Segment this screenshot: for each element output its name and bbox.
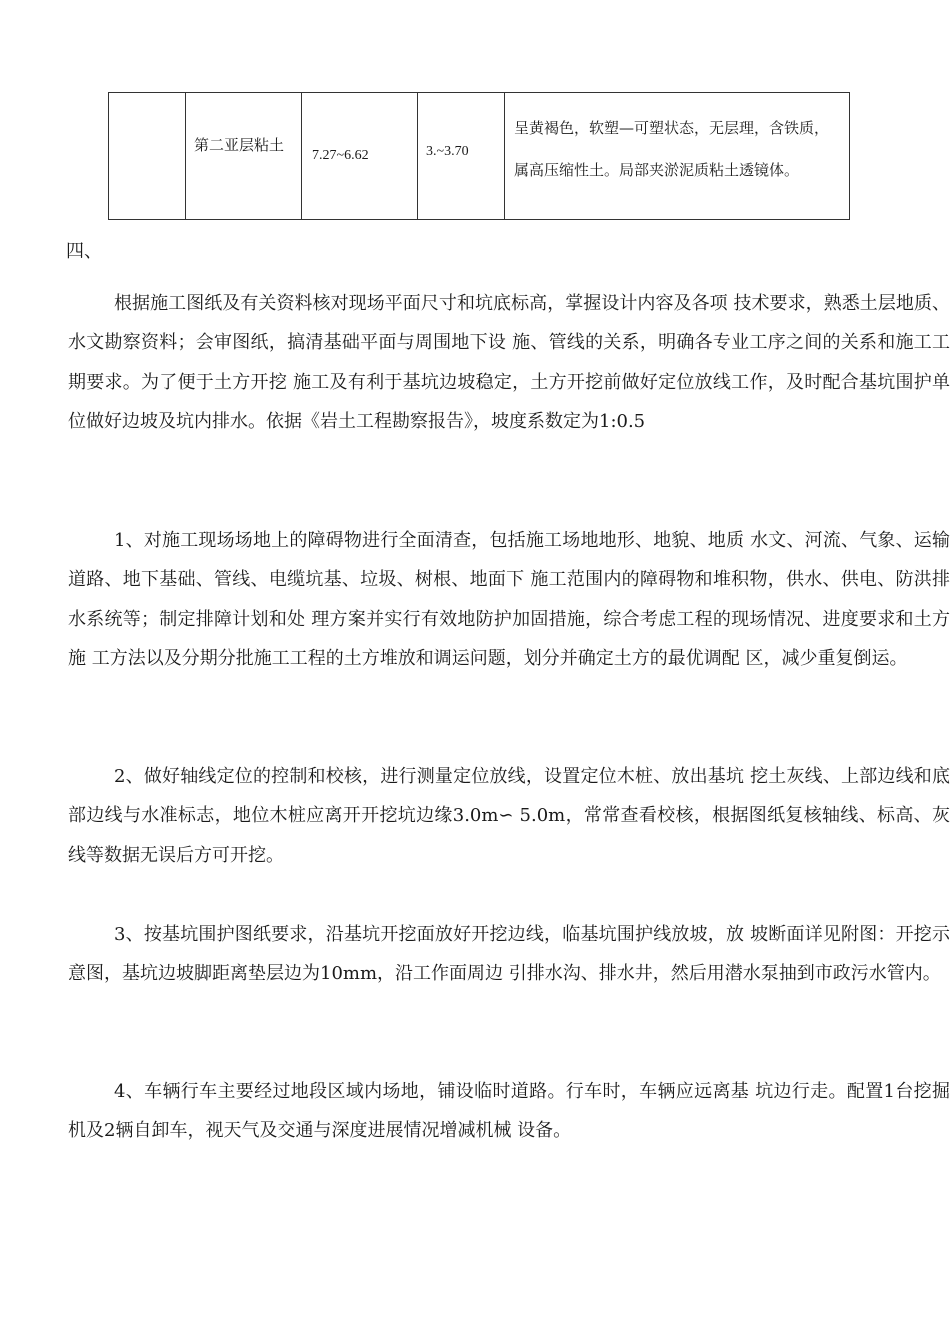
layer-description: 呈黄褐色，软塑—可塑状态，无层理，含铁质，属高压缩性土。局部夹淤泥质粘土透镜体。 <box>514 119 830 179</box>
section-heading: 四、 <box>66 241 102 262</box>
table-cell-empty <box>109 93 186 220</box>
layer-name: 第二亚层粘土 <box>194 136 285 154</box>
table-cell-layer <box>186 93 302 220</box>
paragraph-item-2: 2、做好轴线定位的控制和校核，进行测量定位放线，设置定位木桩、放出基坑 挖土灰线、上部边线和底部边线与水准标志，地位木桩应离开开挖坑边缘3.0m∽ 5.0m，常常查看校核，根据图纸复核轴线、标高、灰线等数据无误后方可开挖。 <box>68 766 950 866</box>
table-cell-elevation <box>302 93 418 220</box>
table-row <box>109 93 850 220</box>
paragraph-intro: 根据施工图纸及有关资料核对现场平面尺寸和坑底标高，掌握设计内容及各项 技术要求，熟悉土层地质、水文勘察资料；会审图纸，搞清基础平面与周围地下设 施、管线的关系，明确各专业工序之间的关系和施工工期要求。为了便于土方开挖 施工及有利于基坑边坡稳定，土方开挖前做好定位放线工作，及时配合基坑围护单 位做好边坡及坑内排水。依据《岩土工程勘察报告》，坡度系数定为1:0.5 <box>68 293 950 432</box>
layer-elevation: 7.27~6.62 <box>312 148 369 163</box>
layer-depth: 3.~3.70 <box>426 144 469 159</box>
paragraph-item-1: 1、对施工现场场地上的障碍物进行全面清查，包括施工场地地形、地貌、地质 水文、河流、气象、运输道路、地下基础、管线、电缆坑基、垃圾、树根、地面下 施工范围内的障碍物和堆积物，供水、供电、防洪排水系统等；制定排障计划和处 理方案并实行有效地防护加固措施，综合考虑工程的现场情况、进度要求和土方施 工方法以及分期分批施工工程的土方堆放和调运问题，划分并确定土方的最优调配 区，减少重复倒运。 <box>68 530 950 669</box>
paragraph-item-3: 3、按基坑围护图纸要求，沿基坑开挖面放好开挖边线，临基坑围护线放坡，放 坡断面详见附图：开挖示意图，基坑边坡脚距离垫层边为10mm，沿工作面周边 引排水沟、排水井，然后用潜水泵抽到市政污水管内。 <box>68 924 950 985</box>
soil-layer-table <box>108 92 850 220</box>
table-cell-depth <box>418 93 505 220</box>
paragraph-item-4: 4、车辆行车主要经过地段区域内场地，铺设临时道路。行车时，车辆应远离基 坑边行走。配置1台挖掘机及2辆自卸车，视天气及交通与深度进展情况增减机械 设备。 <box>68 1081 950 1142</box>
table-cell-description <box>505 93 850 220</box>
